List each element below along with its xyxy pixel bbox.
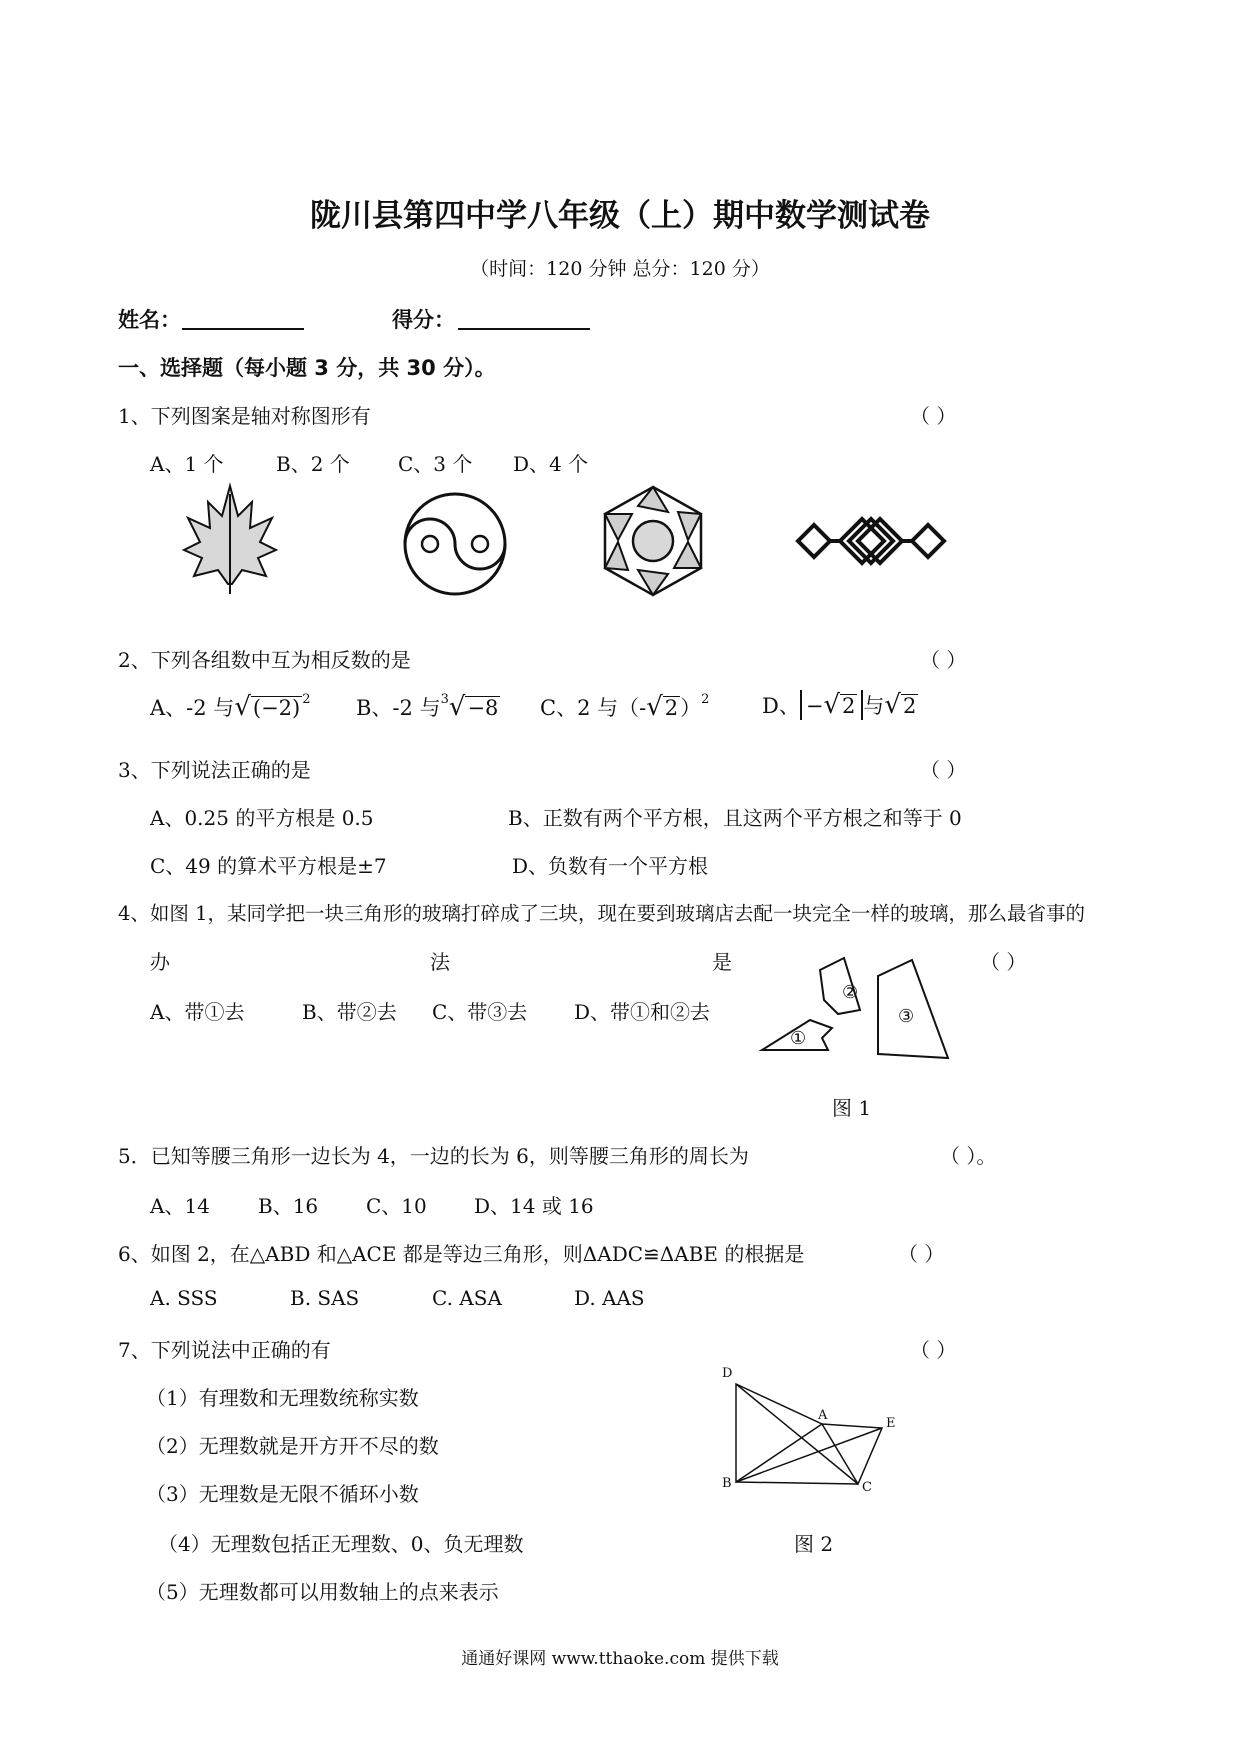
point-label-a: A: [818, 1408, 828, 1423]
point-label-b: B: [722, 1476, 732, 1491]
q2-stem: 2、下列各组数中互为相反数的是: [118, 648, 411, 672]
q7-item-1: （1）有理数和无理数统称实数: [146, 1386, 419, 1410]
q3-option-d: D、负数有一个平方根: [512, 854, 709, 878]
q2-answer-paren[interactable]: （ ）: [920, 648, 967, 672]
figure-1-caption: 图 1: [832, 1096, 872, 1120]
yin-yang-icon: [400, 490, 510, 598]
q7-answer-paren[interactable]: （ ）: [910, 1338, 957, 1362]
q7-item-3: （3）无理数是无限不循环小数: [146, 1482, 419, 1506]
name-label: 姓名：: [118, 308, 181, 332]
q6-stem: 6、如图 2，在△ABD 和△ACE 都是等边三角形，则ΔADC≌ΔABE 的根据是: [118, 1242, 805, 1266]
point-label-d: D: [722, 1366, 733, 1381]
q5-stem: 5．已知等腰三角形一边长为 4，一边的长为 6，则等腰三角形的周长为: [118, 1144, 749, 1168]
q3-option-a: A、0.25 的平方根是 0.5: [150, 806, 374, 830]
q5-answer-paren[interactable]: （ ）。: [940, 1144, 997, 1168]
q2-option-d: D、 −√2 与√2: [762, 690, 917, 720]
point-label-c: C: [862, 1480, 872, 1495]
q4-stem-word-3: 是: [712, 950, 732, 974]
q6-option-a: A. SSS: [150, 1286, 218, 1310]
q5-option-b: B、16: [258, 1194, 319, 1218]
hexagon-pinwheel-icon: [598, 484, 708, 598]
q4-option-b: B、带②去: [302, 1000, 397, 1024]
figure-2-triangles: [730, 1380, 900, 1490]
q1-answer-paren[interactable]: （ ）: [910, 404, 957, 428]
page-footer: 通通好课网 www.tthaoke.com 提供下载: [461, 1649, 779, 1669]
chinese-knot-icon: [796, 506, 946, 576]
q7-item-2: （2）无理数就是开方开不尽的数: [146, 1434, 439, 1458]
q4-answer-paren[interactable]: （ ）: [980, 950, 1027, 974]
q7-stem: 7、下列说法中正确的有: [118, 1338, 331, 1362]
figure-2-caption: 图 2: [794, 1532, 834, 1556]
glass-piece-label-1: ①: [790, 1028, 807, 1049]
q5-option-a: A、14: [150, 1194, 210, 1218]
q3-option-c: C、49 的算术平方根是±7: [150, 854, 387, 878]
q7-item-5: （5）无理数都可以用数轴上的点来表示: [146, 1580, 499, 1604]
q4-option-c: C、带③去: [432, 1000, 528, 1024]
q2-option-b: B、-2 与$^3$√−8: [356, 692, 499, 722]
q4-stem-line1: 4、如图 1，某同学把一块三角形的玻璃打碎成了三块，现在要到玻璃店去配一块完全一样的玻璃，那么最省事的: [118, 902, 1086, 925]
q6-answer-paren[interactable]: （ ）: [898, 1242, 945, 1266]
q1-option-a: A、1 个: [150, 452, 224, 476]
q4-option-a: A、带①去: [150, 1000, 245, 1024]
q1-option-b: B、2 个: [276, 452, 350, 476]
q1-option-c: C、3 个: [398, 452, 473, 476]
q4-option-d: D、带①和②去: [574, 1000, 711, 1024]
q2-option-a: A、-2 与√(−2) $^2$: [150, 692, 311, 722]
maple-leaf-icon: [180, 484, 280, 596]
name-field[interactable]: [182, 306, 304, 330]
q5-option-c: C、10: [366, 1194, 427, 1218]
q6-option-b: B. SAS: [290, 1286, 360, 1310]
q1-option-d: D、4 个: [513, 452, 589, 476]
q7-item-4: （4）无理数包括正无理数、0、负无理数: [158, 1532, 524, 1556]
section-heading: 一、选择题（每小题 3 分，共 30 分）。: [118, 356, 496, 380]
q3-stem: 3、下列说法正确的是: [118, 758, 311, 782]
q4-stem-word-1: 办: [150, 950, 170, 974]
exam-info: （时间：120 分钟 总分：120 分）: [470, 258, 770, 280]
q2-option-c: C、2 与$(-√2)^2$: [540, 692, 710, 722]
q1-stem: 1、下列图案是轴对称图形有: [118, 404, 371, 428]
glass-piece-label-2: ②: [842, 982, 859, 1003]
q3-option-b: B、正数有两个平方根，且这两个平方根之和等于 0: [508, 806, 962, 830]
q6-option-d: D. AAS: [574, 1286, 645, 1310]
q4-stem-word-2: 法: [430, 950, 450, 974]
q6-option-c: C. ASA: [432, 1286, 502, 1310]
point-label-e: E: [886, 1416, 896, 1431]
glass-piece-label-3: ③: [898, 1006, 915, 1027]
score-label: 得分：: [392, 308, 455, 332]
page-title: 陇川县第四中学八年级（上）期中数学测试卷: [310, 198, 930, 234]
q3-answer-paren[interactable]: （ ）: [920, 758, 967, 782]
score-field[interactable]: [458, 306, 590, 330]
q5-option-d: D、14 或 16: [474, 1194, 594, 1218]
